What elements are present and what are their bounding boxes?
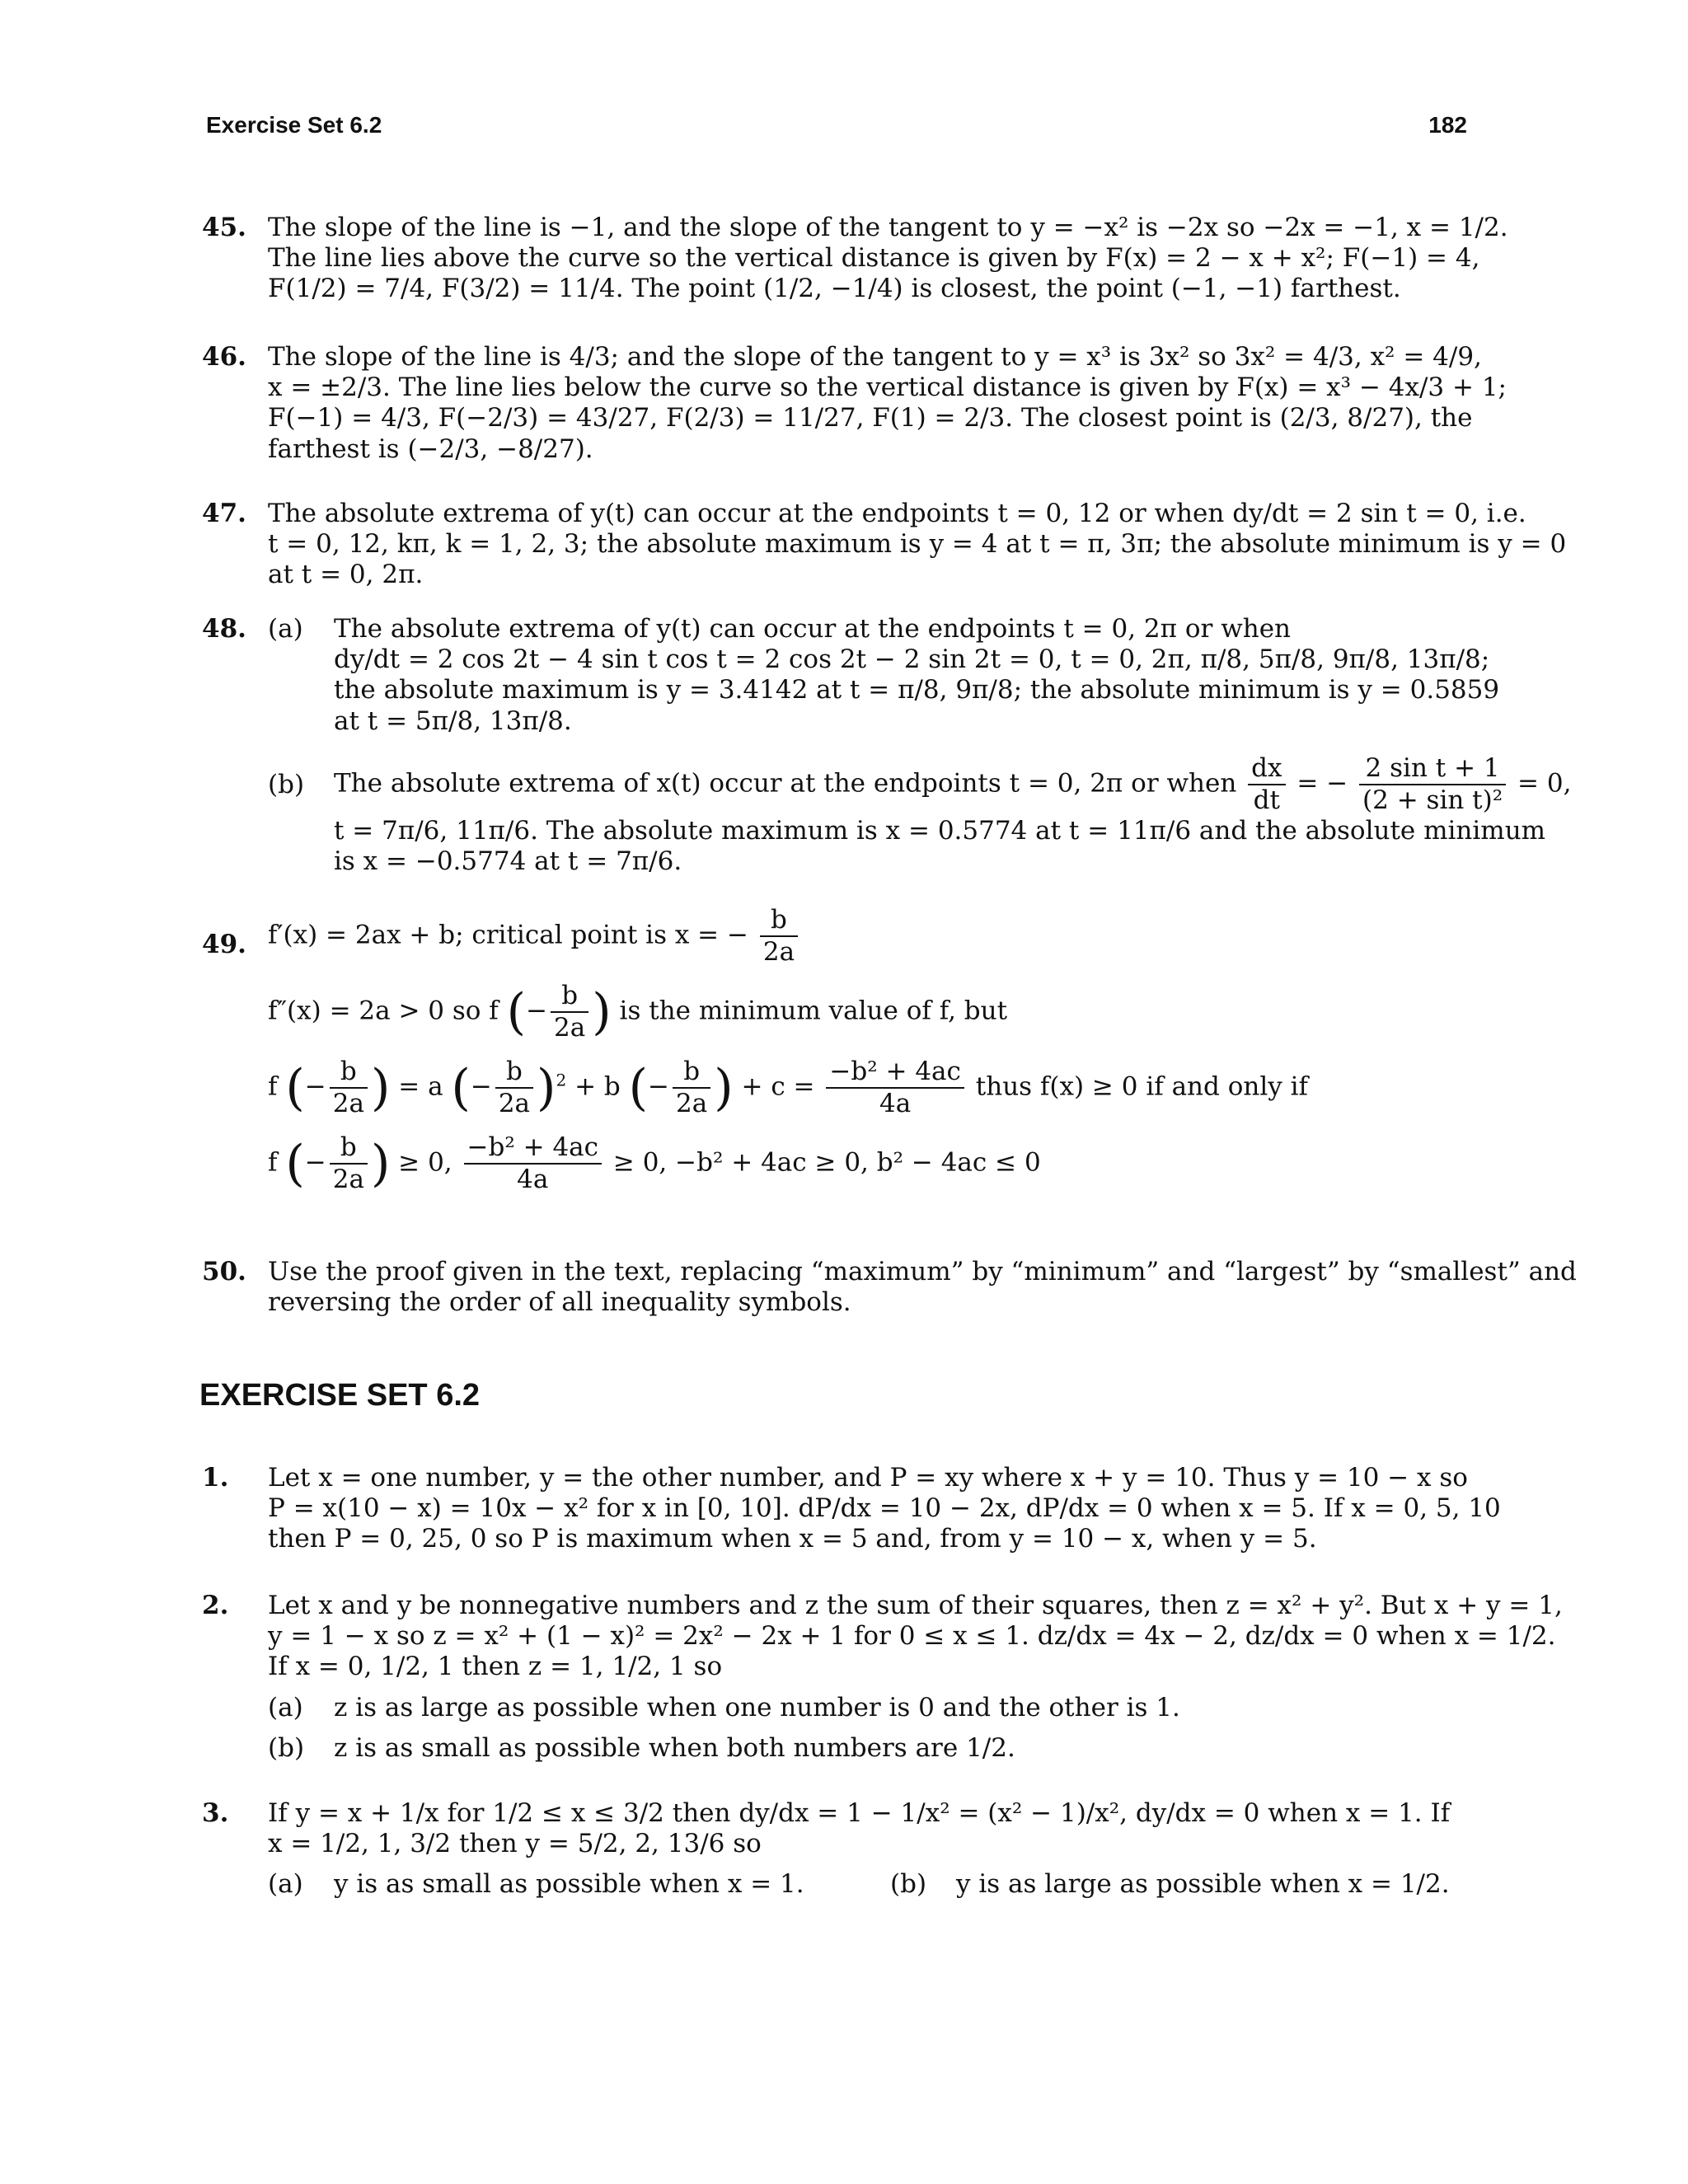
text-line: farthest is (−2/3, −8/27). [268,434,593,464]
denominator: 4a [879,1089,912,1119]
text-line: y = 1 − x so z = x² + (1 − x)² = 2x² − 2x + 1 for 0 ≤ x ≤ 1. dz/dx = 4x − 2, dz/dx = 0 when x = 1/2. [268,1621,1556,1652]
text-line: Use the proof given in the text, replacing “maximum” by “minimum” and “largest” by “smallest” and [268,1257,1577,1286]
denominator: 2a [762,937,795,968]
solution-label: 47. [202,499,246,528]
numerator: b [551,981,588,1013]
text-run: = a [398,1071,443,1102]
denominator: 2a [498,1089,531,1119]
part-label: (a) [268,614,303,644]
fraction [495,1057,533,1119]
text-line: x = 1/2, 1, 3/2 then y = 5/2, 2, 13/6 so [268,1829,762,1859]
solution-47 [202,499,1567,591]
text-line: If y = x + 1/x for 1/2 ≤ x ≤ 3/2 then dy/dx = 1 − 1/x² = (x² − 1)/x², dy/dx = 0 when x = 1. If [268,1798,1451,1828]
part-a [268,614,1500,737]
running-head [206,112,1467,138]
text-line: Let x = one number, y = the other number, and P = xy where x + y = 10. Thus y = 10 − x so [268,1463,1468,1493]
text-line: reversing the order of all inequality symbols. [268,1287,851,1318]
part-label: (b) [890,1869,927,1900]
part-a [268,1869,845,1900]
text-line: y is as small as possible when x = 1. [334,1869,804,1900]
text-run: − [526,996,548,1026]
fraction [1248,753,1285,816]
text-line: then P = 0, 25, 0 so P is maximum when x = 5 and, from y = 10 − x, when y = 5. [268,1524,1317,1554]
fraction [551,981,588,1043]
text-run: is the minimum value of f, but [619,996,1008,1026]
part-label: (b) [268,769,305,799]
text-line: z is as large as possible when one number is 0 and the other is 1. [334,1692,1180,1722]
text-line: x = ±2/3. The line lies below the curve so the vertical distance is given by F(x) = x³ − 4x/3 + 1; [268,373,1507,403]
fraction [330,1132,368,1195]
formula-line [268,905,1484,981]
text-line: is x = −0.5774 at t = 7π/6. [334,846,682,877]
text-line: at t = 0, 2π. [268,560,424,590]
fraction [760,905,798,968]
text-run: thus f(x) ≥ 0 if and only if [975,1071,1309,1102]
part-label: (b) [268,1732,305,1763]
fraction [330,1057,368,1119]
text-run: + c = [741,1071,815,1102]
numerator: b [330,1132,368,1165]
page-number: 182 [1428,112,1467,138]
denominator: dt [1253,785,1280,815]
text-run: ≥ 0, −b² + 4ac ≥ 0, b² − 4ac ≤ 0 [612,1147,1041,1178]
text-line: z is as small as possible when both numbers are 1/2. [334,1732,1015,1763]
text-line: The slope of the line is 4/3; and the slope of the tangent to y = x³ is 3x² so 3x² = 4/3, x² = 4/9, [268,342,1482,372]
denominator: 2a [676,1089,708,1119]
fraction [1359,753,1506,816]
part-label: (a) [268,1869,303,1900]
section-title: EXERCISE SET 6.2 [199,1378,481,1413]
solution-label: 45. [202,213,246,242]
text-line: dy/dt = 2 cos 2t − 4 sin t cos t = 2 cos 2t − 2 sin 2t = 0, t = 0, 2π, π/8, 5π/8, 9π/8, 13π/8; [334,644,1490,675]
fraction [464,1132,603,1195]
text-run: − [648,1071,670,1102]
formula-line: f (− $\frac{b}{2a}$ ) ≥ 0, $\frac{\text{−b² + 4ac}}{4a}$ ≥ 0, −b² + 4ac ≥ 0, b² − 4ac ≤ 0 [268,1132,1041,1195]
text-run: + b [574,1071,621,1102]
solution-label: 49. [202,930,246,959]
text-line: The line lies above the curve so the vertical distance is given by F(x) = 2 − x + x²; F(−1) = 4, [268,243,1480,274]
exercise-label: 2. [202,1591,229,1620]
text-run: = − [1296,768,1348,799]
part-b [890,1869,1484,1900]
fraction [826,1057,964,1119]
denominator: 2a [554,1013,586,1043]
text-line: at t = 5π/8, 13π/8. [334,705,572,736]
numerator: −b² + 4ac [464,1132,603,1165]
text-run: f [268,1147,278,1178]
text-line: The absolute extrema of y(t) can occur at the endpoints t = 0, 2π or when [334,614,1292,644]
text-line: the absolute maximum is y = 3.4142 at t = π/8, 9π/8; the absolute minimum is y = 0.5859 [334,675,1500,705]
solution-48 [202,614,1572,878]
exercise-2 [202,1591,1563,1764]
denominator: 2a [332,1165,364,1195]
part-a [268,1693,1484,1723]
numerator: 2 sin t + 1 [1359,753,1506,785]
part-label: (a) [268,1692,303,1722]
solution-49 [202,905,1484,1208]
text-run: ≥ 0, [398,1147,452,1178]
numerator: b [330,1057,368,1089]
denominator: 4a [517,1165,549,1195]
exercise-3 [202,1798,1484,1902]
solution-46 [202,342,1507,465]
fraction [673,1057,710,1119]
solution-label: 46. [202,342,246,372]
text-line: t = 0, 12, kπ, k = 1, 2, 3; the absolute maximum is y = 4 at t = π, 3π; the absolute minimum is y = 0 [268,529,1567,560]
solution-label: 48. [202,614,246,644]
text-line: The absolute extrema of y(t) can occur at the endpoints t = 0, 12 or when dy/dt = 2 sin t = 0, i.e. [268,499,1526,528]
exponent: 2 [556,1070,567,1090]
exercise-label: 3. [202,1798,229,1828]
text-run: − [304,1147,326,1178]
text-line: The slope of the line is −1, and the slope of the tangent to y = −x² is −2x so −2x = −1, x = 1/2. [268,213,1508,242]
formula-line: f (− $\frac{b}{2a}$ ) = a (− $\frac{b}{2a}$ )$^2$ + b (− $\frac{b}{2a}$ ) + c = $\frac{\text{−b² + 4ac}}{4a}$ thus f(x) ≥ 0 if and only if [268,1057,1309,1119]
numerator: dx [1248,753,1285,785]
exercise-1 [202,1463,1501,1555]
numerator: b [760,905,798,937]
solution-50 [202,1257,1577,1318]
text-run: = 0, [1517,768,1572,799]
text-line: y is as large as possible when x = 1/2. [956,1869,1450,1900]
text-run: f [268,1071,278,1102]
text-line: F(1/2) = 7/4, F(3/2) = 11/4. The point (1/2, −1/4) is closest, the point (−1, −1) farthest. [268,274,1401,304]
formula-line: f″(x) = 2a > 0 so f (− $\frac{b}{2a}$ ) is the minimum value of f, but [268,981,1008,1043]
text-line: If x = 0, 1/2, 1 then z = 1, 1/2, 1 so [268,1652,723,1682]
part-b [268,752,1572,878]
exercise-label: 1. [202,1463,229,1493]
running-head-title: Exercise Set 6.2 [206,112,382,138]
text-line: F(−1) = 4/3, F(−2/3) = 43/27, F(2/3) = 11/27, F(1) = 2/3. The closest point is (2/3, 8/27), the [268,403,1473,434]
numerator: −b² + 4ac [826,1057,964,1089]
text-line: Let x and y be nonnegative numbers and z the sum of their squares, then z = x² + y². But x + y = 1, [268,1591,1563,1620]
text-run: The absolute extrema of x(t) occur at the endpoints t = 0, 2π or when [334,768,1237,799]
text-line: t = 7π/6, 11π/6. The absolute maximum is x = 0.5774 at t = 11π/6 and the absolute minimum [334,816,1546,846]
denominator: (2 + sin t)² [1362,785,1503,815]
text-run: − [470,1071,492,1102]
text-line: P = x(10 − x) = 10x − x² for x in [0, 10]. dP/dx = 10 − 2x, dP/dx = 0 when x = 5. If x = 0, 5, 10 [268,1493,1501,1524]
denominator: 2a [332,1089,364,1119]
numerator: b [495,1057,533,1089]
solution-45 [202,213,1508,305]
text-run: − [304,1071,326,1102]
text-run: f′(x) = 2ax + b; critical point is x = − [268,920,748,950]
parts-row [268,1869,1484,1902]
numerator: b [673,1057,710,1089]
part-b [268,1733,1484,1764]
solution-label: 50. [202,1257,246,1286]
text-run: f″(x) = 2a > 0 so f [268,996,499,1026]
formula-line [334,752,1572,816]
